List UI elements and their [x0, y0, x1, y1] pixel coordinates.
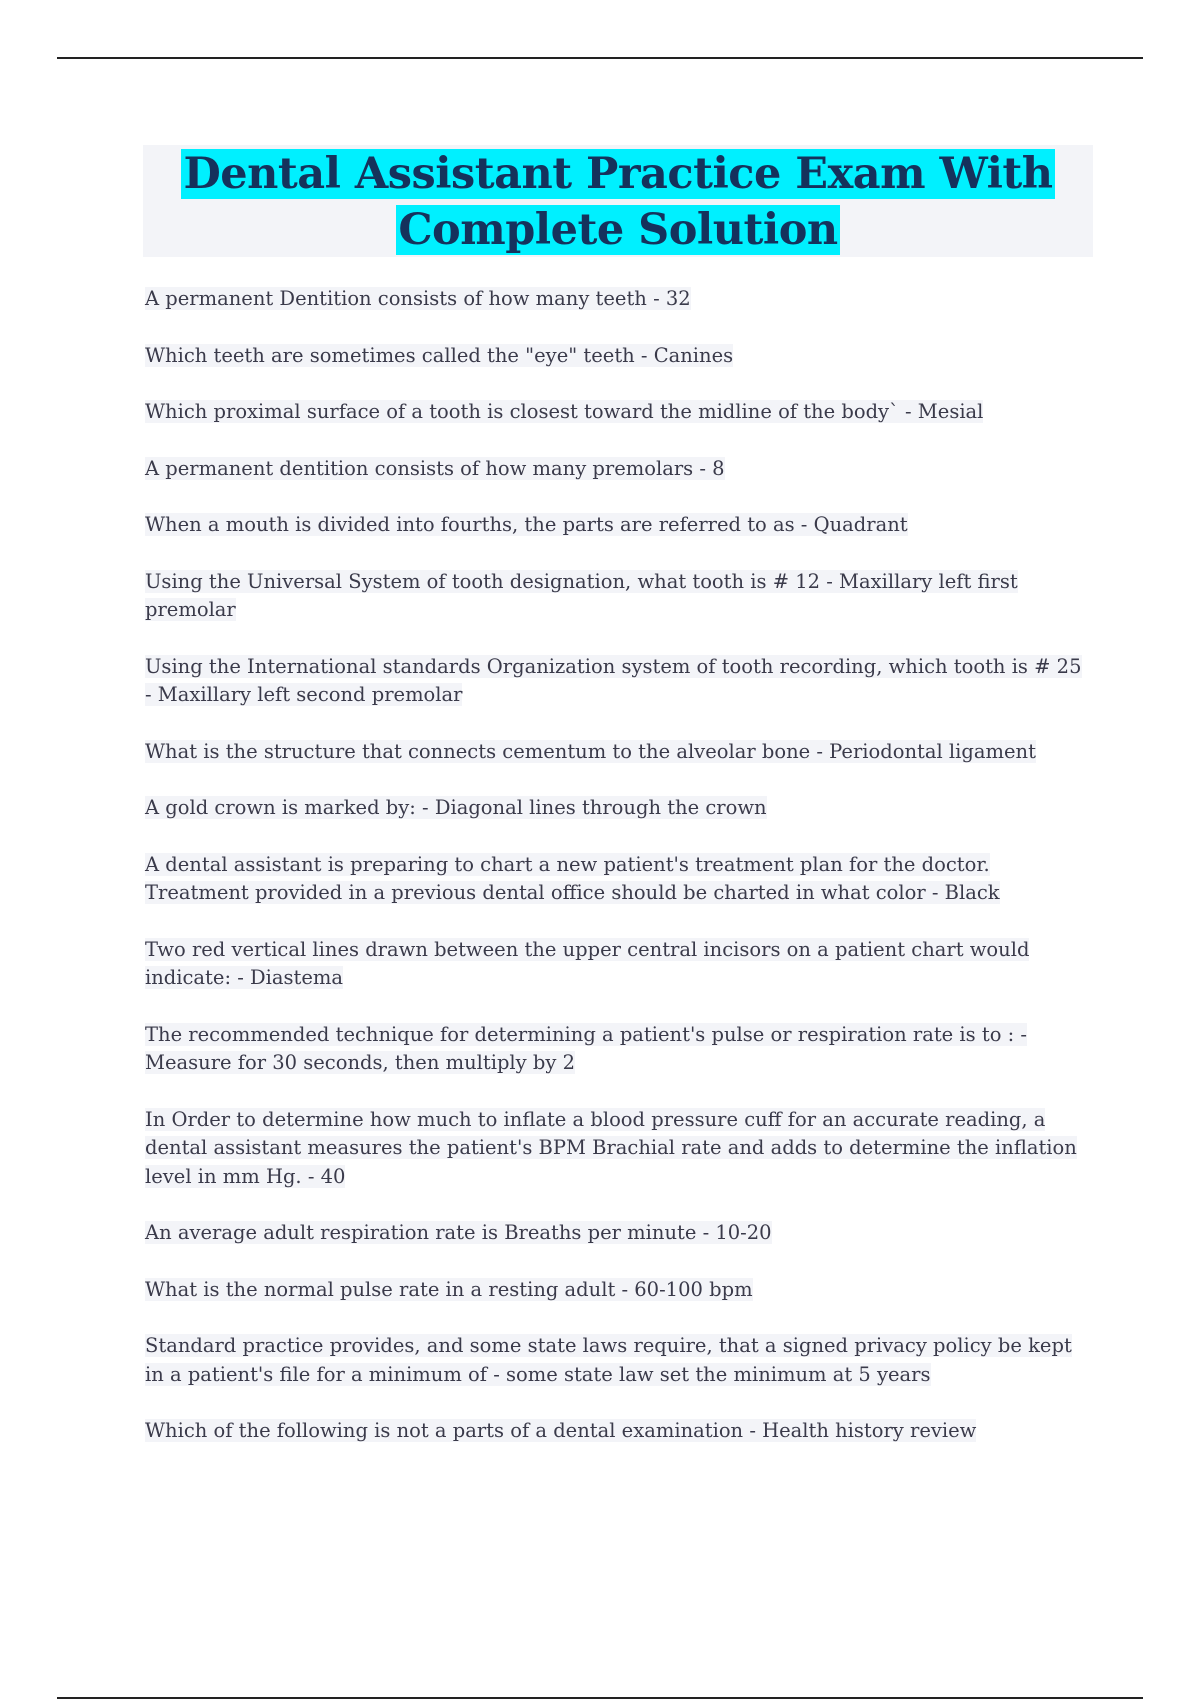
- question-item: [145, 1219, 1090, 1248]
- question-text: What is the structure that connects cementum to the alveolar bone - Periodontal ligament: [145, 739, 1036, 763]
- bottom-rule: [57, 1697, 1143, 1699]
- question-item: [145, 653, 1090, 710]
- question-text: What is the normal pulse rate in a resting adult - 60-100 bpm: [145, 1277, 753, 1301]
- document-title-text: Dental Assistant Practice Exam With Complete Solution: [183, 149, 1053, 255]
- question-text: A permanent dentition consists of how many premolars - 8: [145, 456, 725, 480]
- question-item: [145, 1021, 1090, 1078]
- title-block: [143, 145, 1093, 257]
- question-item: [145, 1417, 1090, 1446]
- question-text: The recommended technique for determining a patient's pulse or respiration rate is to : - Measure for 30 seconds, then multiply by 2: [145, 1022, 1027, 1074]
- question-item: [145, 794, 1090, 823]
- question-text: Using the Universal System of tooth designation, what tooth is # 12 - Maxillary left first premolar: [145, 569, 1018, 621]
- question-item: [145, 851, 1090, 908]
- question-text: A permanent Dentition consists of how many teeth - 32: [145, 287, 691, 310]
- question-text: When a mouth is divided into fourths, the parts are referred to as - Quadrant: [145, 513, 908, 536]
- question-item: [145, 1332, 1090, 1389]
- question-item: [145, 342, 1090, 371]
- question-text: Standard practice provides, and some state laws require, that a signed privacy policy be kept in a patient's file for a minimum of - some state law set the minimum at 5 years: [145, 1334, 1072, 1386]
- question-item: [145, 1106, 1090, 1192]
- question-text: Using the International standards Organization system of tooth recording, which tooth is # 25 - Maxillary left second premolar: [145, 654, 1082, 706]
- question-text: A dental assistant is preparing to chart a new patient's treatment plan for the doctor. Treatment provided in a previous dental office should be charted in what color - Black: [145, 852, 1000, 904]
- document-title: [143, 146, 1093, 258]
- question-text: Two red vertical lines drawn between the upper central incisors on a patient chart would indicate: - Diastema: [145, 937, 1030, 989]
- question-item: [145, 738, 1090, 767]
- question-list: [145, 285, 1090, 1474]
- question-item: [145, 285, 1090, 314]
- question-item: [145, 936, 1090, 993]
- question-item: [145, 455, 1090, 484]
- question-item: [145, 398, 1090, 427]
- question-text: Which of the following is not a parts of a dental examination - Health history review: [145, 1419, 977, 1442]
- question-text: An average adult respiration rate is Breaths per minute - 10-20: [145, 1221, 772, 1244]
- question-text: Which teeth are sometimes called the "eye" teeth - Canines: [145, 343, 734, 367]
- top-rule: [57, 57, 1143, 59]
- question-item: [145, 1276, 1090, 1305]
- question-item: [145, 568, 1090, 625]
- question-text: A gold crown is marked by: - Diagonal lines through the crown: [145, 796, 767, 819]
- question-text: In Order to determine how much to inflate a blood pressure cuff for an accurate reading, a dental assistant measures the patient's BPM Brachial rate and adds to determine the inflation level in mm Hg. - 40: [145, 1107, 1077, 1188]
- question-text: Which proximal surface of a tooth is closest toward the midline of the body` - Mesial: [145, 400, 984, 423]
- question-item: [145, 511, 1090, 540]
